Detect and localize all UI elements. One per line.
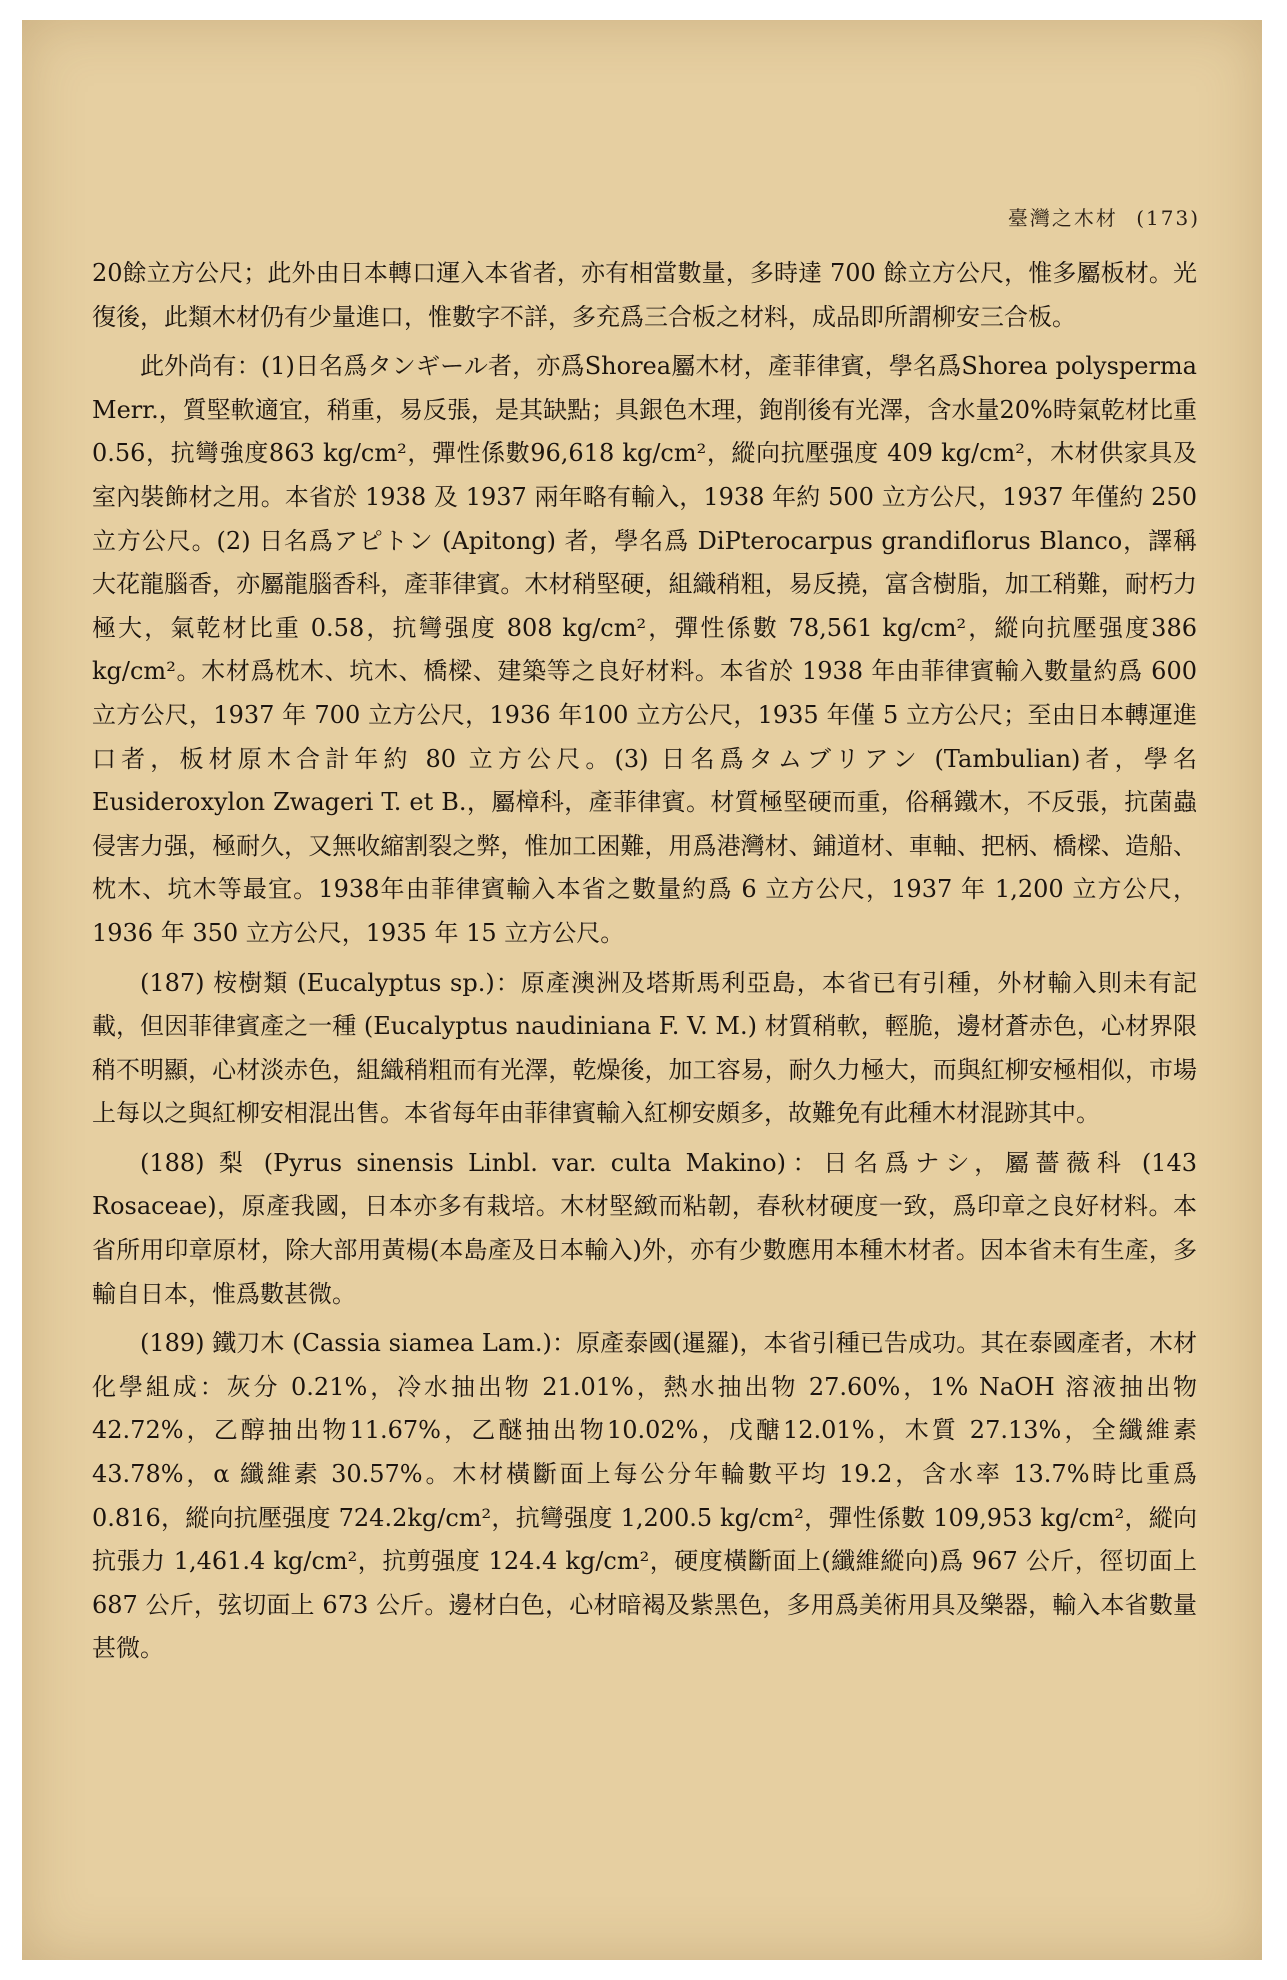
book-page (22, 20, 1262, 1960)
header-title: 臺灣之木材 (1007, 206, 1118, 230)
paragraph-187-eucalyptus: (187) 桉樹類 (Eucalyptus sp.)：原產澳洲及塔斯馬利亞島，本省已有引種，外材輸入則未有記載，但因菲律賓產之一種 (Eucalyptus naudiniana F. V. M.) 材質稍軟，輕脆，邊材蒼赤色，心材界限稍不明顯，心材淡赤色，組織稍粗而有光澤，乾燥後，加工容易，耐久力極大，而與紅柳安極相似，市場上每以之與紅柳安相混出售。本省每年由菲律賓輸入紅柳安頗多，故難免有此種木材混跡其中。 (92, 968, 1197, 1128)
running-header (998, 202, 1200, 231)
body-text (92, 252, 1197, 1677)
paragraph-continuation: 20餘立方公尺；此外由日本轉口運入本省者，亦有相當數量，多時達 700 餘立方公尺，惟多屬板材。光復後，此類木材仍有少量進口，惟數字不詳，多充爲三合板之材料，成品即所謂柳安三合板。 (92, 259, 1197, 331)
page-number: (173) (1136, 206, 1200, 230)
paragraph-other-shorea: 此外尚有：(1)日名爲タンギール者，亦爲Shorea屬木材，產菲律賓，學名爲Shorea polysperma Merr.，質堅軟適宜，稍重，易反張，是其缺點；具銀色木理，鉋削後有光澤，含水量20%時氣乾材比重0.56，抗彎強度863 kg/cm²，彈性係數96,618 kg/cm²，縱向抗壓强度 409 kg/cm²，木材供家具及室內裝飾材之用。本省於 1938 及 1937 兩年略有輸入，1938 年約 500 立方公尺，1937 年僅約 250 立方公尺。(2) 日名爲アピトン (Apitong) 者，學名爲 DiPterocarpus grandiflorus Blanco，譯稱大花龍腦香，亦屬龍腦香科，產菲律賓。木材稍堅硬，組織稍粗，易反撓，富含樹脂，加工稍難，耐朽力極大，氣乾材比重 0.58，抗彎强度 808 kg/cm²，彈性係數 78,561 kg/cm²，縱向抗壓强度386 kg/cm²。木材爲枕木、坑木、橋樑、建築等之良好材料。本省於 1938 年由菲律賓輸入數量約爲 600 立方公尺，1937 年 700 立方公尺，1936 年100 立方公尺，1935 年僅 5 立方公尺；至由日本轉運進口者，板材原木合計年約 80 立方公尺。(3) 日名爲タムブリアン (Tambulian)者，學名 Eusideroxylon Zwageri T. et B.，屬樟科，產菲律賓。材質極堅硬而重，俗稱鐵木，不反張，抗菌蟲侵害力强，極耐久，又無收縮割裂之弊，惟加工困難，用爲港灣材、鋪道材、車軸、把柄、橋樑、造船、枕木、坑木等最宜。1938年由菲律賓輸入本省之數量約爲 6 立方公尺，1937 年 1,200 立方公尺，1936 年 350 立方公尺，1935 年 15 立方公尺。 (92, 352, 1197, 947)
paragraph-189-cassia: (189) 鐵刀木 (Cassia siamea Lam.)：原產泰國(暹羅)，本省引種已告成功。其在泰國產者，木材化學組成：灰分 0.21%，冷水抽出物 21.01%，熱水抽出物 27.60%，1% NaOH 溶液抽出物42.72%，乙醇抽出物11.67%，乙醚抽出物10.02%，戊醣12.01%，木質 27.13%，全纖維素 43.78%，α 纖維素 30.57%。木材橫斷面上每公分年輪數平均 19.2，含水率 13.7%時比重爲 0.816，縱向抗壓强度 724.2kg/cm²，抗彎强度 1,200.5 kg/cm²，彈性係數 109,953 kg/cm²，縱向抗張力 1,461.4 kg/cm²，抗剪强度 124.4 kg/cm²，硬度橫斷面上(纖維縱向)爲 967 公斤，徑切面上 687 公斤，弦切面上 673 公斤。邊材白色，心材暗褐及紫黑色，多用爲美術用具及樂器，輸入本省數量甚微。 (92, 1329, 1197, 1663)
paragraph-188-pyrus: (188) 梨 (Pyrus sinensis Linbl. var. culta Makino)：日名爲ナシ，屬薔薇科 (143 Rosaceae)，原產我國，日本亦多有栽培。木材堅緻而粘韌，春秋材硬度一致，爲印章之良好材料。本省所用印章原材，除大部用黃楊(本島產及日本輸入)外，亦有少數應用本種木材者。因本省未有生產，多輸自日本，惟爲數甚微。 (92, 1148, 1197, 1308)
